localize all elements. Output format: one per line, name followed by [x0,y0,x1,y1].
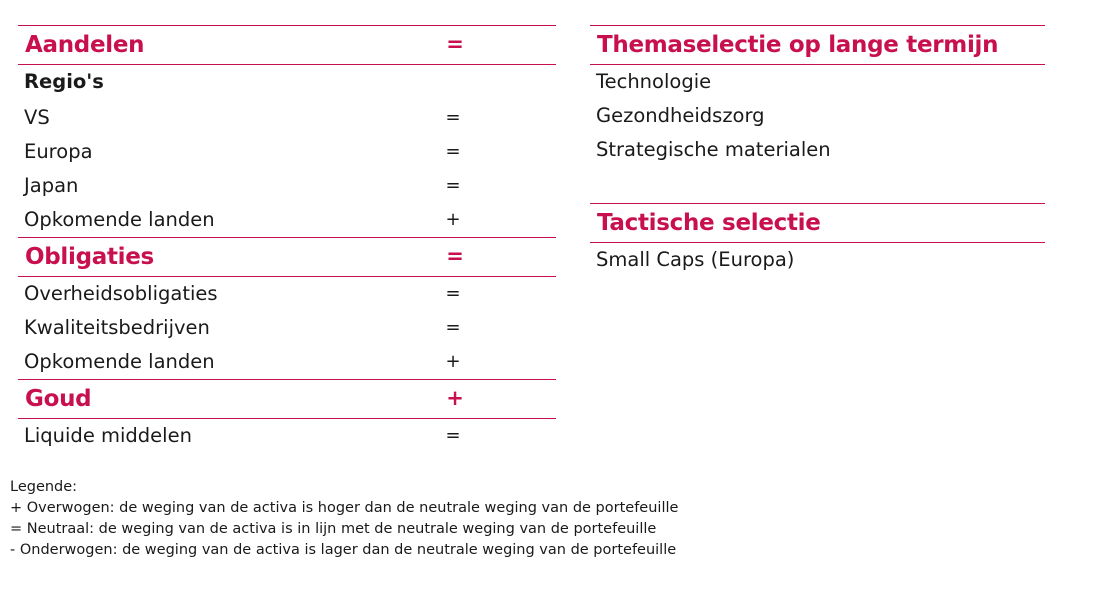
theme-label: Strategische materialen [596,138,831,161]
allocation-table [18,25,556,453]
row-mark: = [445,107,461,128]
section-header-bonds [18,237,556,277]
section-mark: + [446,386,464,410]
list-item [590,243,1045,277]
row-label: Liquide middelen [24,424,192,447]
table-row [18,419,556,453]
section-header-equities [18,25,556,65]
row-mark: = [445,141,461,162]
section-title: Aandelen [25,32,145,58]
row-label: Overheidsobligaties [24,282,218,305]
section-mark: = [446,244,464,268]
list-item [590,133,1045,167]
section-title: Themaselectie op lange termijn [597,32,999,58]
table-row [18,311,556,345]
table-row [18,135,556,169]
spacer-row [590,167,1045,203]
row-label: Opkomende landen [24,350,215,373]
list-item [590,99,1045,133]
section-header-themes [590,25,1045,65]
table-row [18,169,556,203]
section-title: Tactische selectie [597,210,821,236]
theme-label: Technologie [596,70,712,93]
list-item [590,65,1045,99]
subheading-row [18,65,556,101]
legend [10,477,678,561]
row-mark: = [445,175,461,196]
table-row [18,203,556,237]
row-mark: + [445,351,461,372]
legend-title: Legende: [10,479,78,495]
row-label: Japan [24,174,79,197]
row-mark: = [445,283,461,304]
row-label: Kwaliteitsbedrijven [24,316,210,339]
row-mark: + [445,209,461,230]
subheading-regions: Regio's [24,70,104,93]
row-mark: = [445,317,461,338]
legend-line-overweight: + Overwogen: de weging van de activa is hoger dan de neutrale weging van de portefeuille [10,500,679,516]
theme-label: Gezondheidszorg [596,104,765,127]
section-header-gold [18,379,556,419]
legend-line-underweight: - Onderwogen: de weging van de activa is lager dan de neutrale weging van de portefeuille [10,542,677,558]
table-row [18,101,556,135]
row-mark: = [445,425,461,446]
row-label: Europa [24,140,93,163]
section-title: Obligaties [25,244,154,270]
row-label: VS [24,106,50,129]
legend-line-neutral: = Neutraal: de weging van de activa is in lijn met de neutrale weging van de portefeuille [10,521,657,537]
section-header-tactical [590,203,1045,243]
tactical-label: Small Caps (Europa) [596,248,795,271]
section-mark: = [446,32,464,56]
table-row [18,277,556,311]
theme-table [590,25,1045,277]
section-title: Goud [25,386,92,412]
table-row [18,345,556,379]
row-label: Opkomende landen [24,208,215,231]
